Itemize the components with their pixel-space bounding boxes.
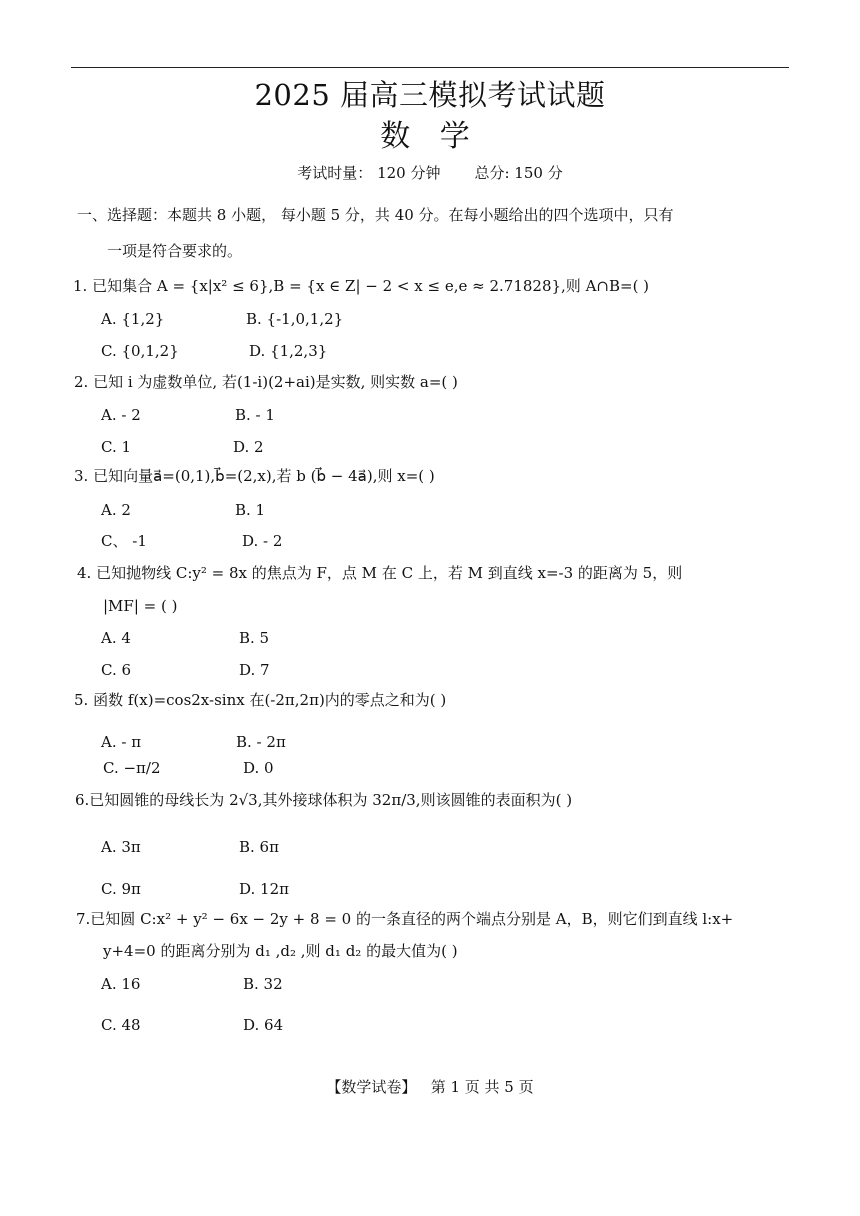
footer-label: 【数学试卷】 bbox=[326, 1078, 417, 1096]
section-instruction-line2: 一项是符合要求的。 bbox=[107, 242, 243, 260]
exam-time: 考试时量： 120 分钟 bbox=[297, 164, 441, 182]
top-rule bbox=[71, 67, 789, 68]
q5-option-a: A. - π bbox=[101, 733, 142, 751]
q7-option-d: D. 64 bbox=[243, 1016, 284, 1034]
q5-option-c: C. −π/2 bbox=[103, 759, 161, 777]
q2-option-b: B. - 1 bbox=[235, 406, 275, 424]
q6-option-a: A. 3π bbox=[101, 838, 141, 856]
exam-title: 2025 届高三模拟考试试题 bbox=[254, 78, 606, 112]
q5-option-b: B. - 2π bbox=[236, 733, 286, 751]
question-7-stem-line2: y+4=0 的距离分别为 d₁ ,d₂ ,则 d₁ d₂ 的最大值为( ) bbox=[103, 942, 458, 960]
question-4-stem-line2: |MF| = ( ) bbox=[103, 597, 178, 615]
q3-option-c: C、 -1 bbox=[101, 532, 147, 550]
question-1-stem: 1. 已知集合 A = {x|x² ≤ 6},B = {x ∈ Z| − 2 < x ≤ e,e ≈ 2.71828},则 A∩B=( ) bbox=[73, 277, 650, 295]
section-instruction-line1: 一、选择题：本题共 8 小题， 每小题 5 分，共 40 分。在每小题给出的四个选项中，只有 bbox=[77, 206, 674, 224]
q4-option-c: C. 6 bbox=[101, 661, 132, 679]
q4-option-a: A. 4 bbox=[101, 629, 131, 647]
q3-option-d: D. - 2 bbox=[242, 532, 283, 550]
q6-option-b: B. 6π bbox=[239, 838, 279, 856]
q2-option-d: D. 2 bbox=[233, 438, 264, 456]
q4-option-b: B. 5 bbox=[239, 629, 270, 647]
q7-option-b: B. 32 bbox=[243, 975, 283, 993]
exam-meta bbox=[0, 162, 860, 184]
q2-option-a: A. - 2 bbox=[101, 406, 141, 424]
q7-option-a: A. 16 bbox=[101, 975, 141, 993]
q2-option-c: C. 1 bbox=[101, 438, 132, 456]
q3-option-b: B. 1 bbox=[235, 501, 266, 519]
q6-option-d: D. 12π bbox=[239, 880, 289, 898]
question-3-stem: 3. 已知向量a⃗=(0,1),b⃗=(2,x),若 b (b⃗ − 4a⃗),则 x=( ) bbox=[74, 467, 435, 485]
q4-option-d: D. 7 bbox=[239, 661, 270, 679]
subject-title: 数 学 bbox=[380, 119, 480, 154]
question-7-stem-line1: 7.已知圆 C:x² + y² − 6x − 2y + 8 = 0 的一条直径的两个端点分别是 A，B，则它们到直线 l:x+ bbox=[76, 910, 734, 928]
q1-option-a: A. {1,2} bbox=[101, 310, 165, 328]
q1-option-b: B. {-1,0,1,2} bbox=[246, 310, 344, 328]
question-6-stem: 6.已知圆锥的母线长为 2√3,其外接球体积为 32π/3,则该圆锥的表面积为( ) bbox=[75, 791, 573, 809]
question-4-stem-line1: 4. 已知抛物线 C:y² = 8x 的焦点为 F，点 M 在 C 上，若 M 到直线 x=-3 的距离为 5，则 bbox=[77, 564, 683, 582]
q7-option-c: C. 48 bbox=[101, 1016, 141, 1034]
total-score: 总分: 150 分 bbox=[474, 164, 563, 182]
q1-option-c: C. {0,1,2} bbox=[101, 342, 179, 360]
q6-option-c: C. 9π bbox=[101, 880, 141, 898]
page-footer bbox=[0, 1076, 860, 1098]
q5-option-d: D. 0 bbox=[243, 759, 274, 777]
q1-option-d: D. {1,2,3} bbox=[249, 342, 328, 360]
question-2-stem: 2. 已知 i 为虚数单位, 若(1-i)(2+ai)是实数, 则实数 a=( ) bbox=[74, 373, 458, 391]
footer-page-number: 第 1 页 共 5 页 bbox=[430, 1078, 534, 1096]
q3-option-a: A. 2 bbox=[101, 501, 131, 519]
question-5-stem: 5. 函数 f(x)=cos2x-sinx 在(-2π,2π)内的零点之和为( ) bbox=[74, 691, 447, 709]
